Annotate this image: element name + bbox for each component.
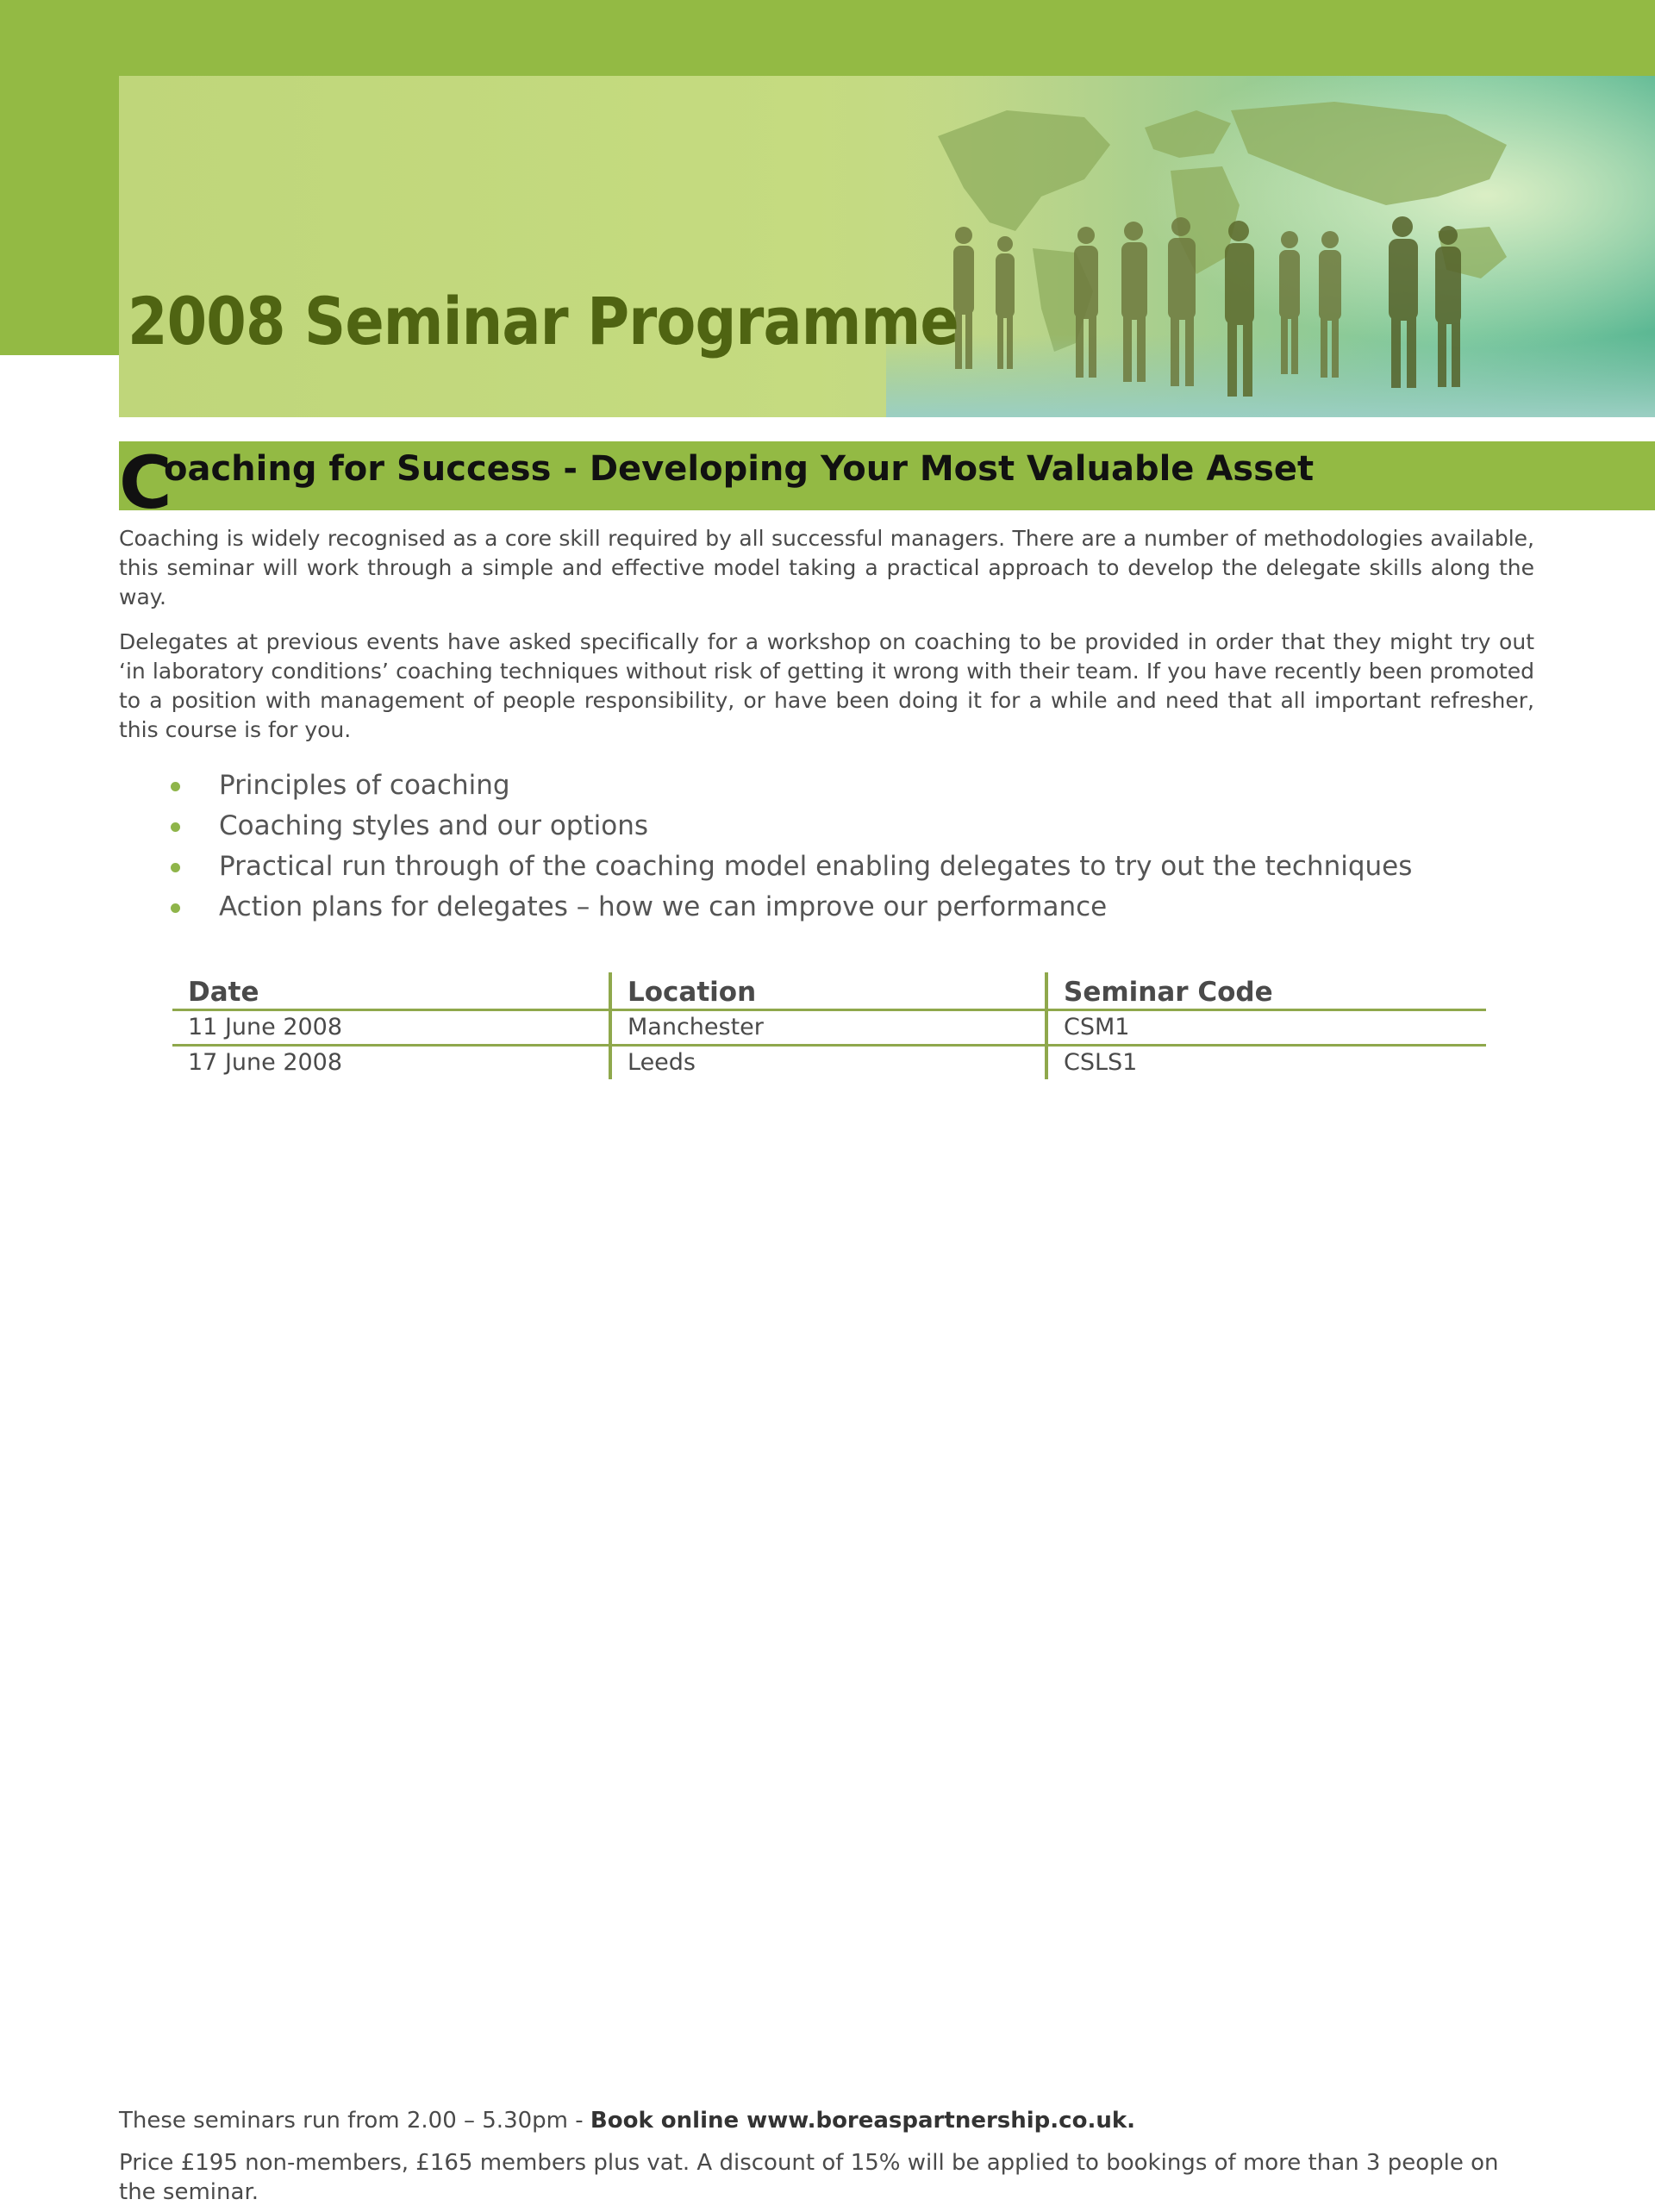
seminar-times-text: These seminars run from 2.00 – 5.30pm - — [119, 2108, 590, 2134]
header-banner — [119, 76, 1655, 417]
header-seminar-code: Seminar Code — [1045, 972, 1486, 1009]
list-item — [164, 765, 1412, 806]
cell-date: 11 June 2008 — [188, 1014, 343, 1040]
table-row — [172, 1011, 1486, 1047]
schedule-table — [172, 972, 1486, 1079]
bullet-icon — [171, 863, 180, 872]
section-title-text: oaching for Success - Developing Your Most Valuable Asset — [164, 449, 1315, 489]
bullet-icon — [171, 782, 180, 791]
cell-seminar-code: CSM1 — [1045, 1011, 1486, 1044]
page-title: 2008 Seminar Programme — [128, 283, 959, 359]
seminar-times-note — [119, 2106, 1534, 2135]
header-date: Date — [188, 977, 259, 1008]
list-item-text: Principles of coaching — [219, 770, 510, 801]
bullet-icon — [171, 903, 180, 913]
header-green-band — [0, 0, 1655, 76]
cell-date: 17 June 2008 — [188, 1049, 343, 1076]
delegates-paragraph: Delegates at previous events have asked specifically for a workshop on coaching to be provided in order that they might try out ‘in laboratory conditions’ coaching techniques without risk of getting it wrong with their team. If you have recently been promoted to a position with management of people responsibility, or have been doing it for a while and need that all important refresher, this course is for you. — [119, 629, 1534, 742]
price-note: Price £195 non-members, £165 members plus vat. A discount of 15% will be applied to bookings of more than 3 people on the seminar. — [119, 2150, 1499, 2205]
list-item — [164, 847, 1412, 887]
booking-link[interactable]: Book online www.boreaspartnership.co.uk. — [590, 2108, 1135, 2134]
bullet-icon — [171, 822, 180, 832]
intro-paragraph: Coaching is widely recognised as a core skill required by all successful managers. There are a number of methodologies available, this seminar will work through a simple and effective model taking a practical approach to develop the delegate skills along the way. — [119, 526, 1534, 609]
section-header — [119, 441, 1655, 525]
header-green-side-band — [0, 0, 119, 355]
section-title-drop-cap: C — [119, 441, 172, 525]
list-item-text: Action plans for delegates – how we can improve our performance — [219, 891, 1108, 922]
cell-seminar-code: CSLS1 — [1045, 1047, 1486, 1079]
cell-location: Leeds — [609, 1047, 1045, 1079]
table-header-row — [172, 972, 1486, 1011]
list-item-text: Coaching styles and our options — [219, 810, 648, 841]
cell-location: Manchester — [609, 1011, 1045, 1044]
list-item-text: Practical run through of the coaching model enabling delegates to try out the techniques — [219, 851, 1413, 882]
header-location: Location — [609, 972, 1045, 1009]
topics-list — [164, 765, 1412, 928]
world-map-people-image — [886, 76, 1655, 417]
list-item — [164, 806, 1412, 847]
table-row — [172, 1047, 1486, 1079]
list-item — [164, 887, 1412, 928]
